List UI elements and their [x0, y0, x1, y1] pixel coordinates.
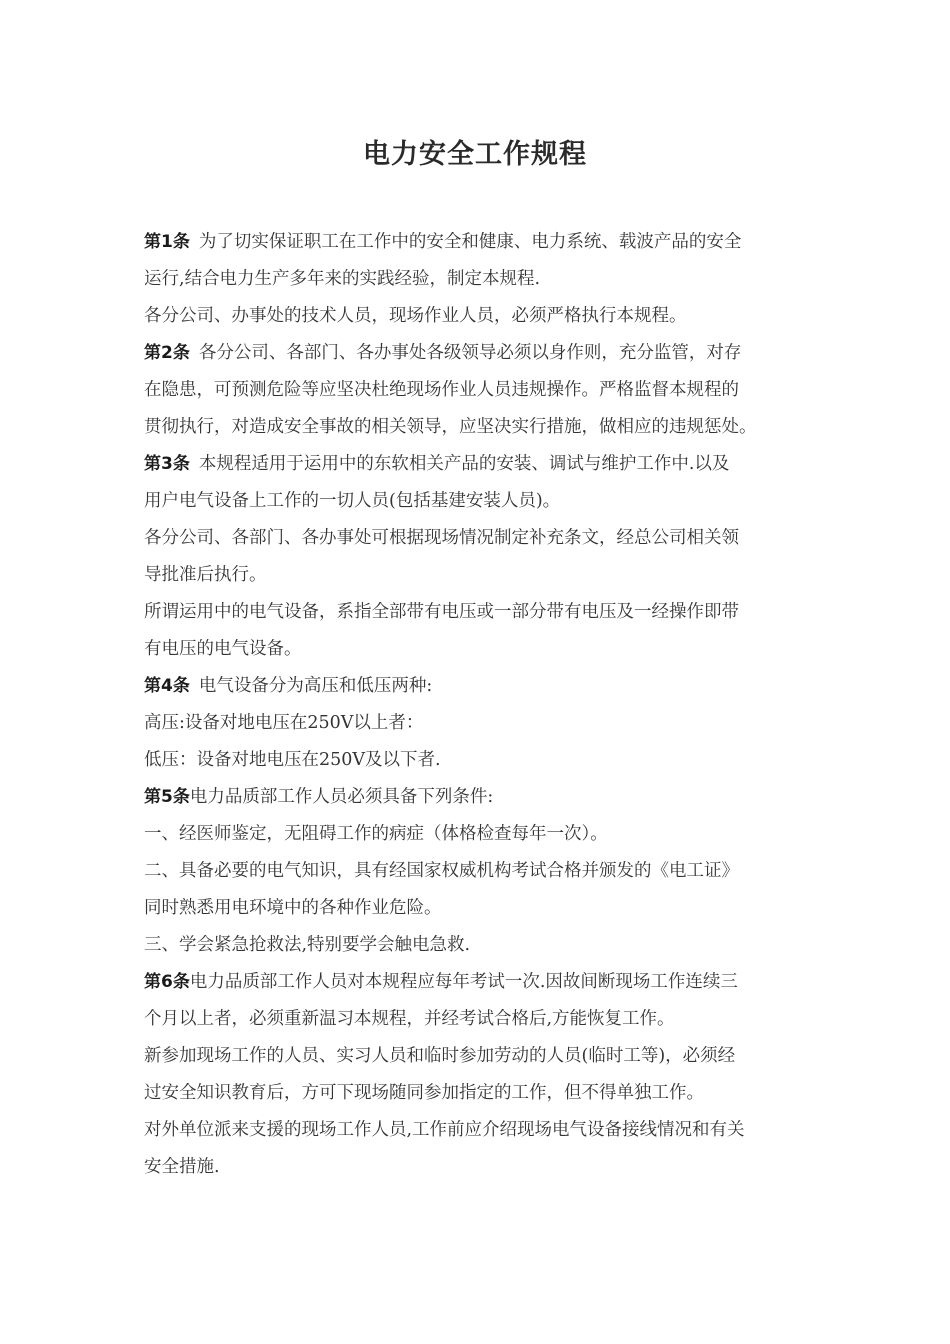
line-text: 电力品质部工作人员对本规程应每年考试一次.因故间断现场工作连续三	[189, 972, 738, 992]
line-text: 各分公司、各部门、各办事处可根据现场情况制定补充条文，经总公司相关领	[144, 528, 739, 548]
text-line	[144, 446, 808, 483]
text-line	[144, 520, 808, 557]
text-line	[144, 1112, 808, 1149]
line-text: 贯彻执行，对造成安全事故的相关领导，应坚决实行措施，做相应的违规惩处。	[144, 417, 757, 437]
line-text: 低压：设备对地电压在250V及以下者.	[144, 750, 441, 770]
text-line	[144, 631, 808, 668]
line-text: 二、具备必要的电气知识，具有经国家权威机构考试合格并颁发的《电工证》	[144, 861, 739, 881]
line-text: 为了切实保证职工在工作中的安全和健康、电力系统、载波产品的安全	[198, 232, 742, 252]
line-text: 一、经医师鉴定，无阻碍工作的病症（体格检查每年一次）。	[144, 824, 608, 844]
text-line	[144, 927, 808, 964]
line-text: 高压:设备对地电压在250V以上者：	[144, 713, 424, 733]
text-line	[144, 594, 808, 631]
text-line	[144, 816, 808, 853]
text-line	[144, 483, 808, 520]
line-text: 用户电气设备上工作的一切人员(包括基建安装人员)。	[144, 491, 561, 511]
line-text: 电力品质部工作人员必须具备下列条件:	[189, 787, 494, 807]
line-text: 各分公司、办事处的技术人员，现场作业人员，必须严格执行本规程。	[144, 306, 687, 326]
text-line	[144, 335, 808, 372]
text-line	[144, 557, 808, 594]
text-line	[144, 372, 808, 409]
text-line	[144, 409, 808, 446]
line-text: 在隐患，可预测危险等应坚决杜绝现场作业人员违规操作。严格监督本规程的	[144, 380, 739, 400]
line-text: 本规程适用于运用中的东软相关产品的安装、调试与维护工作中.以及	[198, 454, 730, 474]
article-label: 第2条	[144, 343, 190, 363]
text-line	[144, 853, 808, 890]
article-label: 第1条	[144, 232, 190, 252]
line-text: 电气设备分为高压和低压两种:	[198, 676, 433, 696]
text-line	[144, 890, 808, 927]
text-line	[144, 1149, 808, 1186]
text-line	[144, 1001, 808, 1038]
line-text: 同时熟悉用电环境中的各种作业危险。	[144, 898, 442, 918]
text-line	[144, 742, 808, 779]
line-text: 过安全知识教育后，方可下现场随同参加指定的工作，但不得单独工作。	[144, 1083, 704, 1103]
line-text: 各分公司、各部门、各办事处各级领导必须以身作则，充分监管，对存	[198, 343, 742, 363]
text-line	[144, 705, 808, 742]
text-line	[144, 779, 808, 816]
article-label: 第5条	[144, 787, 190, 807]
article-label: 第6条	[144, 972, 190, 992]
line-text: 所谓运用中的电气设备，系指全部带有电压或一部分带有电压及一经操作即带	[144, 602, 739, 622]
text-line	[144, 298, 808, 335]
line-text: 有电压的电气设备。	[144, 639, 302, 659]
line-text: 导批准后执行。	[144, 565, 267, 585]
text-line	[144, 668, 808, 705]
line-text: 对外单位派来支援的现场工作人员,工作前应介绍现场电气设备接线情况和有关	[144, 1120, 745, 1140]
article-label: 第3条	[144, 454, 190, 474]
article-label: 第4条	[144, 676, 190, 696]
line-text: 个月以上者，必须重新温习本规程，并经考试合格后,方能恢复工作。	[144, 1009, 675, 1029]
text-line	[144, 224, 808, 261]
text-line	[144, 1075, 808, 1112]
document-body	[144, 224, 808, 1186]
line-text: 运行,结合电力生产多年来的实践经验，制定本规程.	[144, 269, 541, 289]
text-line	[144, 1038, 808, 1075]
text-line	[144, 261, 808, 298]
line-text: 安全措施.	[144, 1157, 220, 1177]
line-text: 新参加现场工作的人员、实习人员和临时参加劳动的人员(临时工等)，必须经	[144, 1046, 736, 1066]
document-title: 电力安全工作规程	[363, 139, 587, 170]
line-text: 三、学会紧急抢救法,特别要学会触电急救.	[144, 935, 471, 955]
text-line	[144, 964, 808, 1001]
